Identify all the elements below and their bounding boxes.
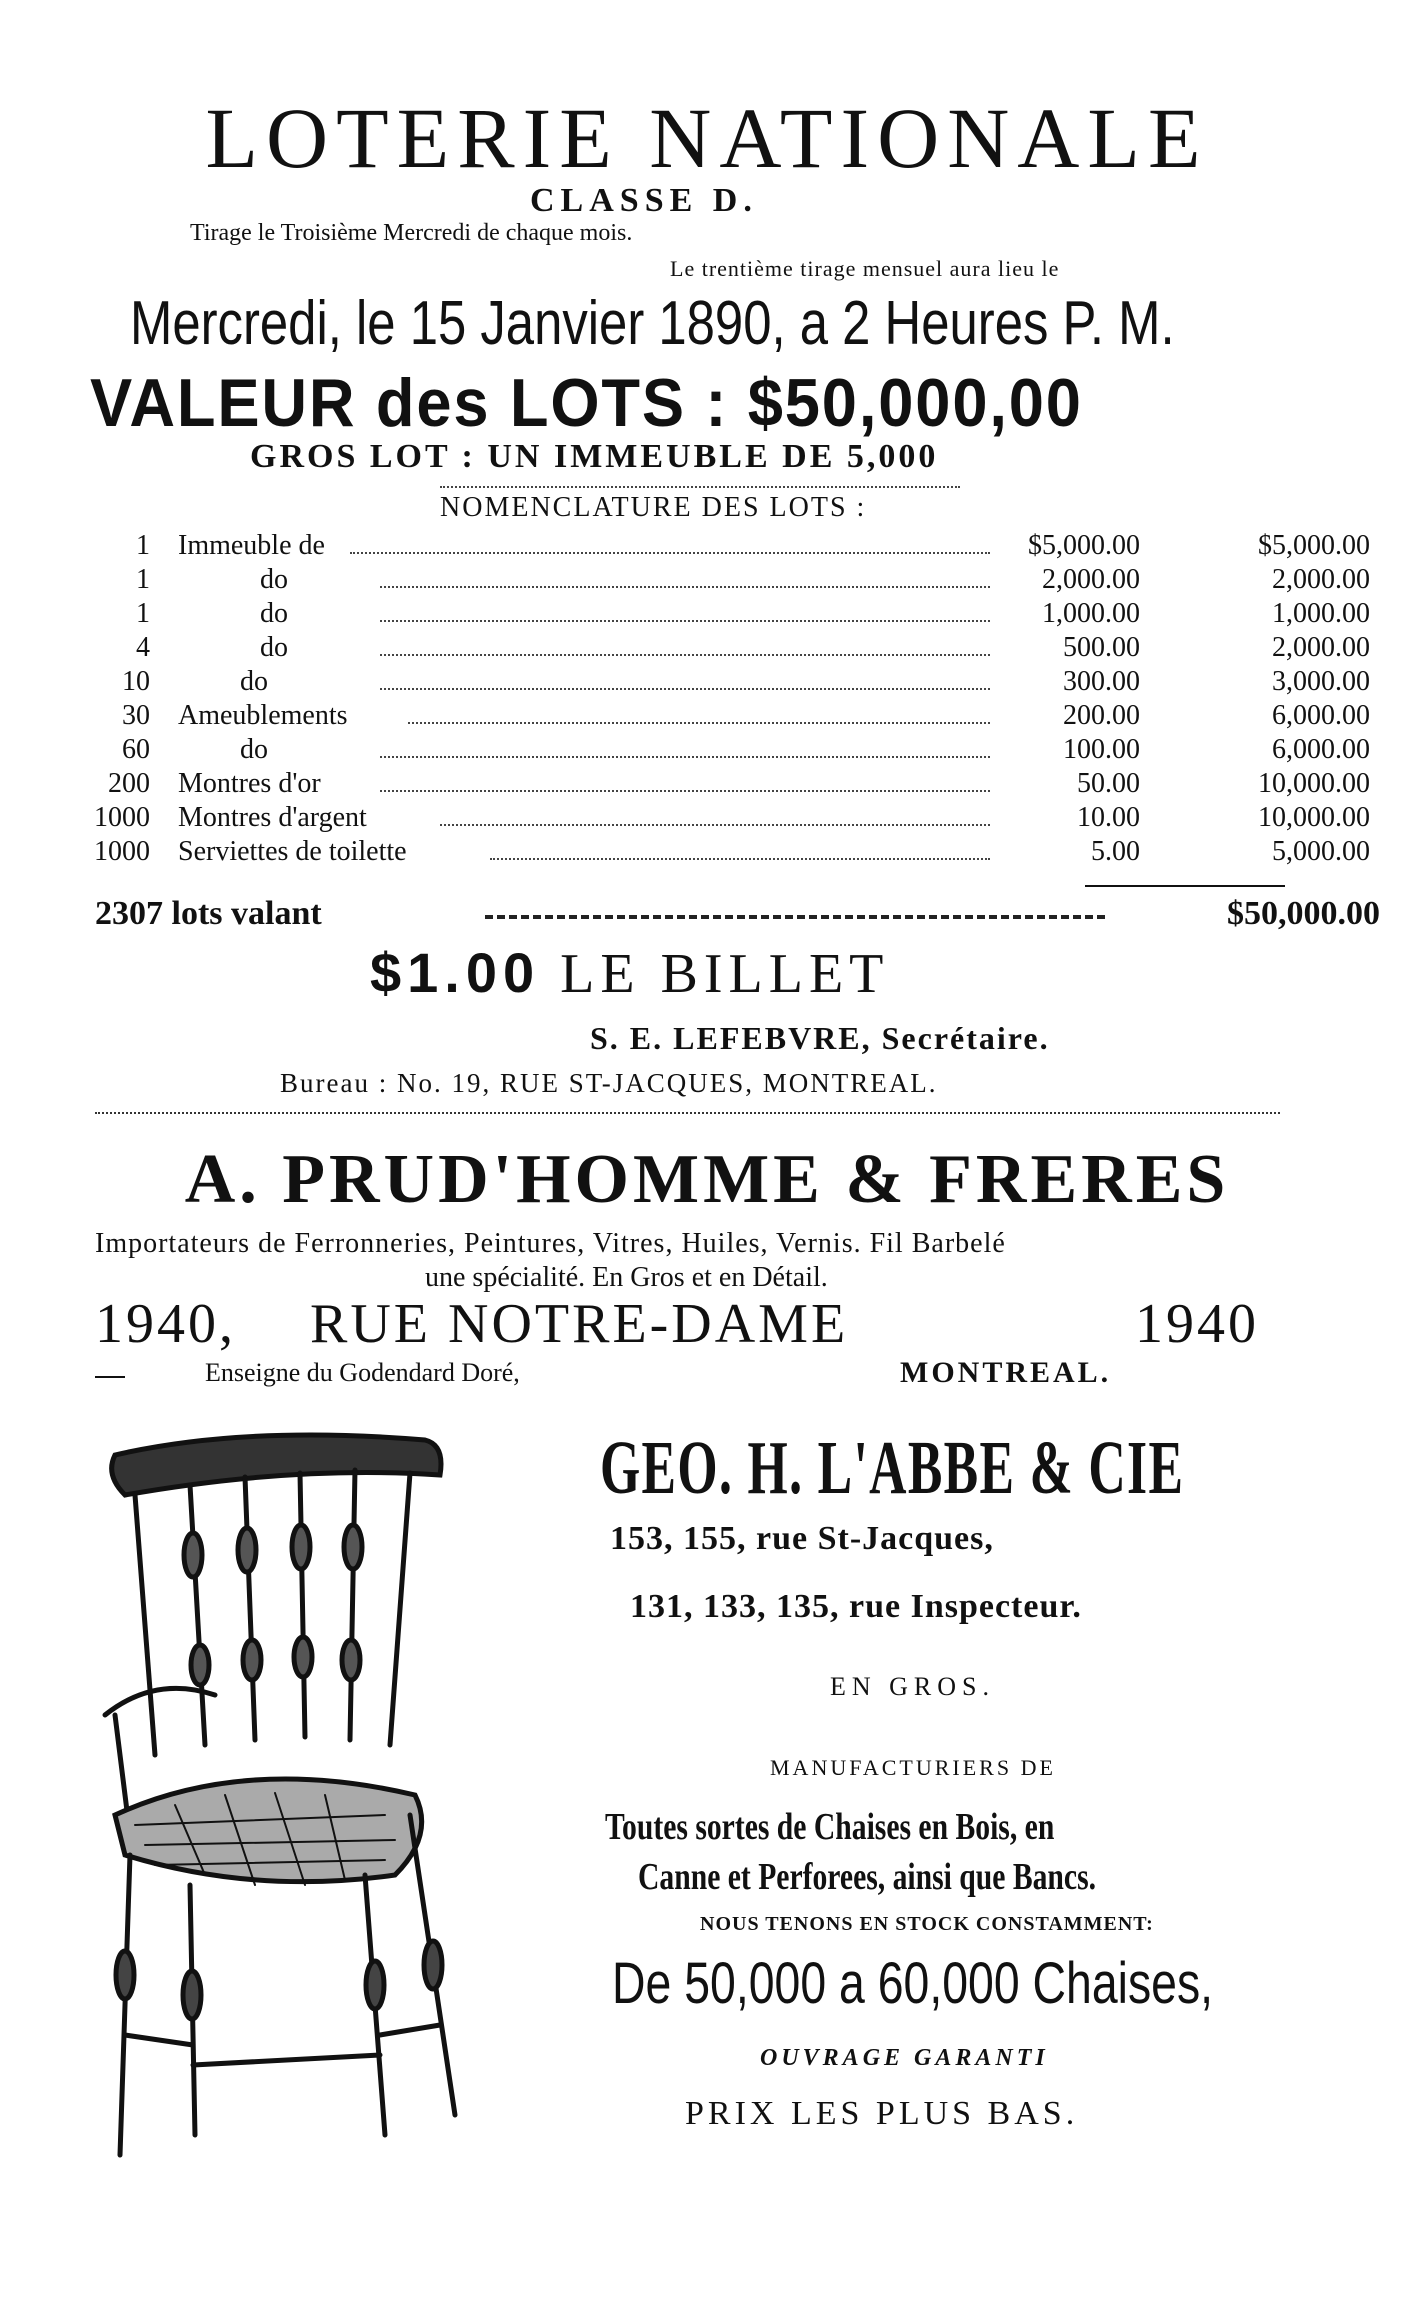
street-number-left: 1940, (95, 1293, 236, 1355)
lottery-office-address: Bureau : No. 19, RUE ST-JACQUES, MONTREAL. (280, 1068, 938, 1098)
leader-dots (408, 722, 990, 724)
prize-total-value: 3,000.00 (1272, 666, 1370, 697)
labbe-products-line1: Toutes sortes de Chaises en Bois, en (605, 1806, 1055, 1848)
prize-quantity: 1 (136, 598, 150, 629)
prize-quantity: 4 (136, 632, 150, 663)
prize-quantity: 10 (122, 666, 150, 697)
labbe-prices: PRIX LES PLUS BAS. (685, 2095, 1079, 2132)
lottery-total-value: VALEUR des LOTS : $50,000,00 (90, 365, 1083, 441)
labbe-name: GEO. H. L'ABBE & CIE (600, 1426, 1185, 1510)
prize-quantity: 1 (136, 530, 150, 561)
prize-quantity: 30 (122, 700, 150, 731)
prize-description: Montres d'or (178, 768, 321, 799)
labbe-address-st-jacques: 153, 155, rue St-Jacques, (610, 1520, 994, 1557)
prize-unit-value: 500.00 (1063, 632, 1140, 663)
leader-dots (380, 586, 990, 588)
lottery-tirage-schedule: Tirage le Troisième Mercredi de chaque mois. (190, 220, 633, 246)
labbe-products-line2: Canne et Perforees, ainsi que Bancs. (638, 1856, 1097, 1898)
lottery-grand-prize: GROS LOT : UN IMMEUBLE DE 5,000 (250, 438, 939, 475)
lottery-secretary: S. E. LEFEBVRE, Secrétaire. (590, 1020, 1050, 1056)
summary-label: 2307 lots valant (95, 895, 322, 932)
prize-unit-value: 50.00 (1077, 768, 1140, 799)
leader-dots (440, 824, 990, 826)
labbe-wholesale: EN GROS. (830, 1672, 996, 1701)
labbe-stock-quantity: De 50,000 a 60,000 Chaises, (612, 1951, 1214, 2016)
prudhomme-sign: Enseigne du Godendard Doré, (205, 1358, 520, 1387)
sum-rule (1085, 885, 1285, 887)
prize-row (90, 598, 1370, 632)
lottery-classe: CLASSE D. (530, 182, 758, 219)
prize-quantity: 1000 (94, 836, 150, 867)
prize-unit-value: 100.00 (1063, 734, 1140, 765)
section-divider (95, 1112, 1280, 1114)
prize-row (90, 802, 1370, 836)
summary-dashes (485, 915, 1105, 919)
dash-mark (95, 1376, 125, 1378)
prize-unit-value: 300.00 (1063, 666, 1140, 697)
ticket-label: LE BILLET (560, 943, 890, 1005)
prize-description: Montres d'argent (178, 802, 367, 833)
prize-total-value: 2,000.00 (1272, 632, 1370, 663)
leader-dots (380, 756, 990, 758)
prize-description: Ameublements (178, 700, 348, 731)
prudhomme-name: A. PRUD'HOMME & FRERES (184, 1141, 1230, 1218)
leader-dots (380, 620, 990, 622)
prize-row (90, 700, 1370, 734)
ticket-price: $1.00 (370, 941, 541, 1004)
prize-description: do (260, 564, 288, 595)
prize-total-value: 2,000.00 (1272, 564, 1370, 595)
prize-unit-value: 200.00 (1063, 700, 1140, 731)
prize-total-value: 5,000.00 (1272, 836, 1370, 867)
prize-row (90, 530, 1370, 564)
prize-row (90, 632, 1370, 666)
labbe-stock-note: NOUS TENONS EN STOCK CONSTAMMENT: (700, 1913, 1154, 1935)
leader-dots (380, 790, 990, 792)
prize-unit-value: 2,000.00 (1042, 564, 1140, 595)
prize-quantity: 1 (136, 564, 150, 595)
prize-description: Serviettes de toilette (178, 836, 407, 867)
prize-row (90, 666, 1370, 700)
prize-row (90, 734, 1370, 768)
prize-unit-value: 1,000.00 (1042, 598, 1140, 629)
prize-description: Immeuble de (178, 530, 325, 561)
leader-dots (380, 654, 990, 656)
prize-description: do (260, 632, 288, 663)
lottery-draw-date: Mercredi, le 15 Janvier 1890, a 2 Heures P. M. (130, 289, 1175, 358)
prize-quantity: 1000 (94, 802, 150, 833)
prudhomme-city: MONTREAL. (900, 1356, 1112, 1389)
leader-dots (380, 688, 990, 690)
prize-row (90, 768, 1370, 802)
divider (440, 486, 960, 488)
prize-row (90, 836, 1370, 870)
summary-value: $50,000.00 (1227, 895, 1380, 932)
prize-description: do (260, 598, 288, 629)
prize-unit-value: 10.00 (1077, 802, 1140, 833)
prize-total-value: 1,000.00 (1272, 598, 1370, 629)
prudhomme-products: Importateurs de Ferronneries, Peintures, Vitres, Huiles, Vernis. Fil Barbelé (95, 1228, 1006, 1259)
labbe-guarantee: OUVRAGE GARANTI (760, 2045, 1049, 2071)
prize-unit-value: 5.00 (1091, 836, 1140, 867)
prize-total-value: 10,000.00 (1258, 768, 1370, 799)
labbe-address-inspecteur: 131, 133, 135, rue Inspecteur. (630, 1588, 1082, 1625)
prize-row (90, 564, 1370, 598)
prize-quantity: 200 (108, 768, 150, 799)
leader-dots (350, 552, 990, 554)
prize-unit-value: $5,000.00 (1028, 530, 1140, 561)
prize-total-value: 10,000.00 (1258, 802, 1370, 833)
prize-description: do (240, 666, 268, 697)
chair-illustration (95, 1415, 555, 2175)
prize-quantity: 60 (122, 734, 150, 765)
lottery-trentieme-note: Le trentième tirage mensuel aura lieu le (670, 256, 1060, 281)
prize-total-value: $5,000.00 (1258, 530, 1370, 561)
prize-total-value: 6,000.00 (1272, 700, 1370, 731)
prize-description: do (240, 734, 268, 765)
prudhomme-specialty: une spécialité. En Gros et en Détail. (425, 1262, 828, 1293)
leader-dots (490, 858, 990, 860)
lottery-nomenclature-heading: NOMENCLATURE DES LOTS : (440, 492, 867, 523)
street-name: RUE NOTRE-DAME (310, 1293, 849, 1355)
prize-total-value: 6,000.00 (1272, 734, 1370, 765)
ticket-price-line (370, 940, 889, 1006)
labbe-manufacturers: MANUFACTURIERS DE (770, 1755, 1056, 1780)
street-number-right: 1940 (1135, 1293, 1259, 1355)
lottery-title: LOTERIE NATIONALE (205, 90, 1209, 186)
